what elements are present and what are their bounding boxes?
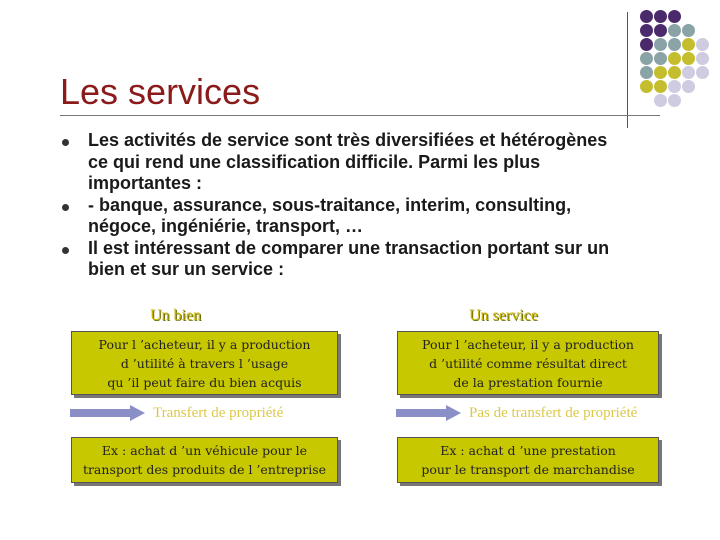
bullet-dot-icon	[62, 247, 69, 254]
heading-bien: Un bien	[150, 307, 202, 324]
bullet-dot-icon	[62, 204, 69, 211]
box-line: Ex : achat d ’une prestation	[440, 443, 616, 458]
box-line: d ’utilité comme résultat direct	[429, 355, 627, 371]
title-underline	[60, 115, 660, 116]
box-bien-example	[71, 437, 338, 483]
bullet-item	[60, 195, 660, 238]
bullet-line: - banque, assurance, sous-traitance, interim, consulting,	[88, 194, 572, 215]
bullet-line: bien et sur un service :	[88, 259, 285, 279]
bullet-line: importantes :	[88, 173, 203, 193]
bullet-list	[60, 130, 660, 281]
decorative-dot-grid	[640, 10, 720, 110]
bullet-line: ce qui rend une classification difficile. Parmi les plus	[88, 151, 541, 172]
box-line: de la prestation fournie	[453, 374, 603, 390]
box-line: d ’utilité à travers l ’usage	[120, 355, 289, 371]
box-service-example	[397, 437, 659, 483]
box-line: Pour l ’acheteur, il y a production	[98, 336, 311, 352]
arrow-label-service: Pas de transfert de propriété	[469, 405, 638, 421]
bullet-dot-icon	[62, 139, 69, 146]
bullet-line: Les activités de service sont très diversifiées et hétérogènes	[88, 130, 608, 150]
box-bien-utility	[71, 331, 338, 395]
bullet-item	[60, 130, 660, 195]
arrow-right-icon	[70, 405, 145, 421]
arrow-label-bien: Transfert de propriété	[153, 405, 284, 421]
box-line: qu ’il peut faire du bien acquis	[107, 374, 302, 390]
slide-title: Les services	[60, 71, 261, 112]
box-line: pour le transport de marchandise	[421, 462, 635, 477]
bullet-line: négoce, ingéniérie, transport, …	[88, 216, 364, 236]
decorative-vertical-line	[627, 12, 628, 128]
heading-service: Un service	[469, 307, 538, 324]
arrow-right-icon	[396, 405, 461, 421]
bullet-line: Il est intéressant de comparer une transaction portant sur un	[88, 237, 610, 258]
bullet-item	[60, 238, 660, 281]
box-line: Pour l ’acheteur, il y a production	[422, 336, 634, 352]
box-line: Ex : achat d ’un véhicule pour le	[101, 443, 308, 458]
box-service-utility	[397, 331, 659, 395]
box-line: transport des produits de l ’entreprise	[82, 462, 327, 477]
